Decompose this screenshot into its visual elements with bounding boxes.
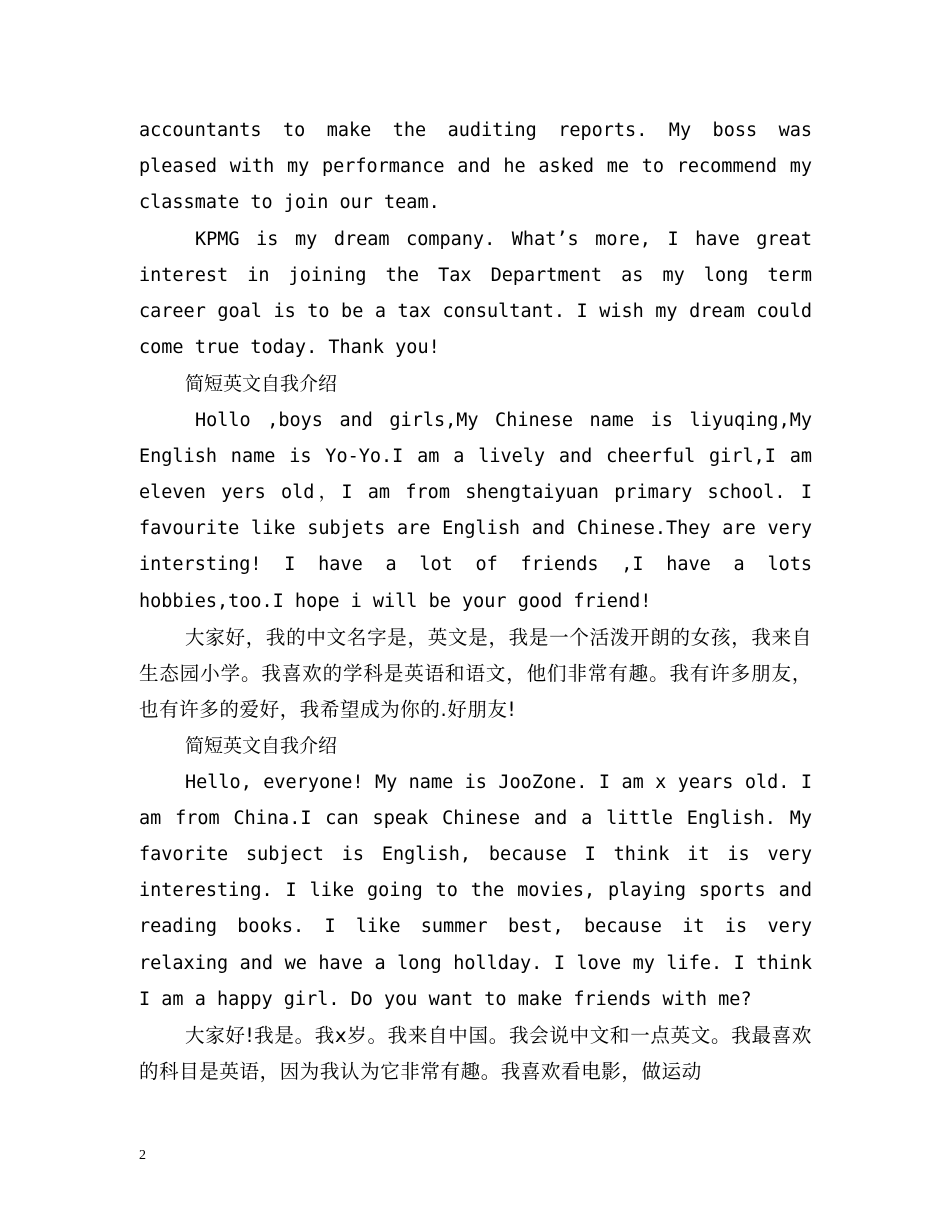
- section-heading: 简短英文自我介绍: [185, 373, 338, 396]
- paragraph-chinese-intro-1: 大家好，我的中文名字是，英文是，我是一个活泼开朗的女孩，我来自生态园小学。我喜欢的学科是英语和语文，他们非常有趣。我有许多朋友，也有许多的爱好，我希望成为你的.好朋友!: [139, 625, 812, 722]
- document-body: [139, 113, 812, 1090]
- paragraph-english-intro-2: Hello, everyone! My name is JooZone. I am x years old. I am from China.I can speak Chinese and a little English. My favorite subject is English, because I think it is very interesting. I like going to the movies, playing sports and reading books. I like summer best, because it is very relaxing and we have a long hollday. I love my life. I think I am a happy girl. Do you want to make friends with me?: [139, 771, 812, 1010]
- section-heading: 简短英文自我介绍: [185, 735, 338, 758]
- paragraph-english-intro-1: Hollo ,boys and girls,My Chinese name is liyuqing,My English name is Yo-Yo.I am a lively and cheerful girl,I am eleven yers old，I am from shengtaiyuan primary school. I favourite like subjets are English and Chinese.They are very intersting! I have a lot of friends ,I have a lots hobbies,too.I hope i will be your good friend!: [139, 409, 812, 612]
- paragraph-chinese-intro-2: 大家好!我是。我x岁。我来自中国。我会说中文和一点英文。我最喜欢的科目是英语，因为我认为它非常有趣。我喜欢看电影，做运动: [139, 1024, 812, 1084]
- paragraph-kpmg-continuation: accountants to make the auditing reports. My boss was pleased with my performance and he asked me to recommend my classmate to join our team.: [139, 120, 812, 214]
- page-number: 2: [139, 1148, 146, 1163]
- paragraph-kpmg-dream: KPMG is my dream company. What’s more, I have great interest in joining the Tax Department as my long term career goal is to be a tax consultant. I wish my dream could come true today. Thank you!: [139, 228, 812, 359]
